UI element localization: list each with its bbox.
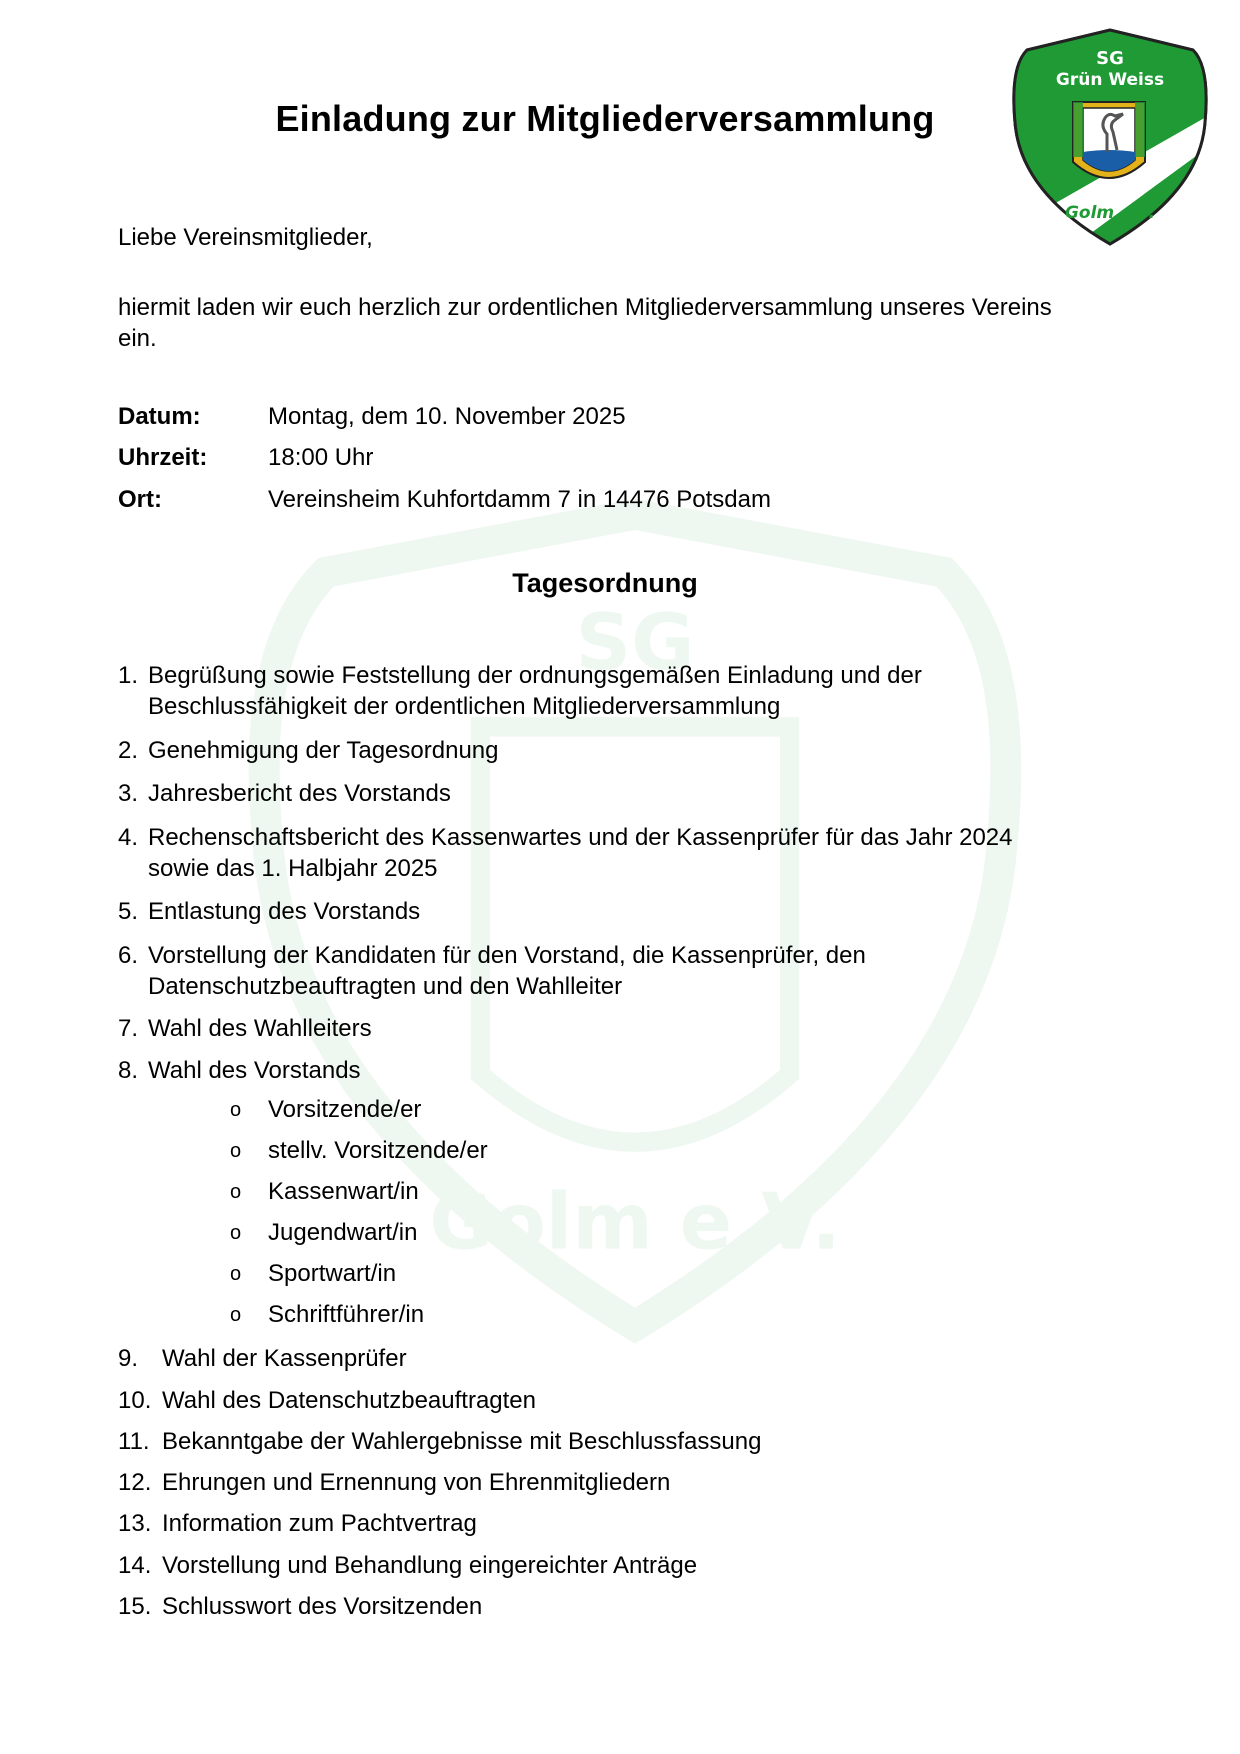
bullet-circle-icon: o — [230, 1304, 242, 1326]
intro-line-2: ein. — [118, 325, 157, 352]
agenda-number: 1. — [118, 662, 139, 689]
agenda-number: 12. — [118, 1469, 152, 1496]
agenda-text — [148, 822, 1108, 884]
agenda-text: Wahl der Kassenprüfer — [162, 1345, 407, 1372]
bullet-circle-icon: o — [230, 1099, 242, 1121]
agenda-text: Schlusswort des Vorsitzenden — [162, 1593, 483, 1620]
board-position-text: Jugendwart/in — [268, 1219, 418, 1246]
board-position-text: stellv. Vorsitzende/er — [268, 1137, 488, 1164]
agenda-number: 6. — [118, 942, 139, 969]
page-title: Einladung zur Mitgliederversammlung — [275, 98, 935, 139]
agenda-text: Jahresbericht des Vorstands — [148, 780, 451, 807]
agenda-number: 15. — [118, 1593, 152, 1620]
agenda-text-line: Vorstellung der Kandidaten für den Vorstand, die Kassenprüfer, den — [148, 942, 866, 969]
bullet-circle-icon: o — [230, 1140, 242, 1162]
agenda-text: Wahl des Wahlleiters — [148, 1015, 372, 1042]
agenda-text — [148, 660, 1108, 722]
bullet-circle-icon: o — [230, 1222, 242, 1244]
agenda-number: 9. — [118, 1345, 139, 1372]
agenda-text: Ehrungen und Ernennung von Ehrenmitgliedern — [162, 1469, 671, 1496]
agenda-text: Information zum Pachtvertrag — [162, 1510, 477, 1537]
agenda-number: 3. — [118, 780, 139, 807]
board-position-text: Sportwart/in — [268, 1260, 397, 1287]
svg-text:SG: SG — [575, 597, 695, 688]
agenda-number: 14. — [118, 1552, 152, 1579]
agenda-text: Wahl des Datenschutzbeauftragten — [162, 1387, 537, 1414]
agenda-number: 13. — [118, 1510, 152, 1537]
greeting: Liebe Vereinsmitglieder, — [118, 224, 373, 251]
date-value: Montag, dem 10. November 2025 — [268, 403, 626, 430]
board-position-text: Schriftführer/in — [268, 1301, 425, 1328]
agenda-text: Genehmigung der Tagesordnung — [148, 737, 499, 764]
board-position-text: Kassenwart/in — [268, 1178, 419, 1205]
agenda-number: 5. — [118, 898, 139, 925]
intro-paragraph — [118, 292, 1118, 354]
agenda-text-line: Begrüßung sowie Feststellung der ordnungsgemäßen Einladung und der — [148, 662, 922, 689]
agenda-text: Vorstellung und Behandlung eingereichter Anträge — [162, 1552, 698, 1579]
agenda-text-line: sowie das 1. Halbjahr 2025 — [148, 855, 438, 882]
agenda-text: Bekanntgabe der Wahlergebnisse mit Beschlussfassung — [162, 1428, 762, 1455]
place-label: Ort: — [118, 486, 162, 513]
agenda-number: 2. — [118, 737, 139, 764]
agenda-number: 10. — [118, 1387, 152, 1414]
agenda-number: 8. — [118, 1057, 139, 1084]
intro-line-1: hiermit laden wir euch herzlich zur ordentlichen Mitgliederversammlung unseres Vereins — [118, 294, 1052, 321]
agenda-text-line: Datenschutzbeauftragten und den Wahlleiter — [148, 973, 623, 1000]
agenda-number: 11. — [118, 1428, 150, 1455]
agenda-text — [148, 940, 1108, 1002]
bullet-circle-icon: o — [230, 1181, 242, 1203]
agenda-number: 4. — [118, 824, 139, 851]
logo-text-name: Grün Weiss — [1055, 70, 1165, 90]
date-label: Datum: — [118, 403, 201, 430]
agenda-text-line: Beschlussfähigkeit der ordentlichen Mitgliederversammlung — [148, 693, 781, 720]
time-value: 18:00 Uhr — [268, 444, 374, 471]
logo-text-sg: SG — [1096, 48, 1124, 69]
agenda-title: Tagesordnung — [512, 568, 698, 598]
svg-text:Golm e.V.: Golm e.V. — [429, 1177, 841, 1268]
agenda-number: 7. — [118, 1015, 139, 1042]
agenda-text: Entlastung des Vorstands — [148, 898, 421, 925]
agenda-text: Wahl des Vorstands — [148, 1057, 361, 1084]
time-label: Uhrzeit: — [118, 444, 208, 471]
agenda-text-line: Rechenschaftsbericht des Kassenwartes und der Kassenprüfer für das Jahr 2024 — [148, 824, 1013, 851]
board-position-text: Vorsitzende/er — [268, 1096, 422, 1123]
place-value: Vereinsheim Kuhfortdamm 7 in 14476 Potsdam — [268, 486, 771, 513]
bullet-circle-icon: o — [230, 1263, 242, 1285]
logo-text-place: Golm e.V. — [1064, 203, 1156, 223]
